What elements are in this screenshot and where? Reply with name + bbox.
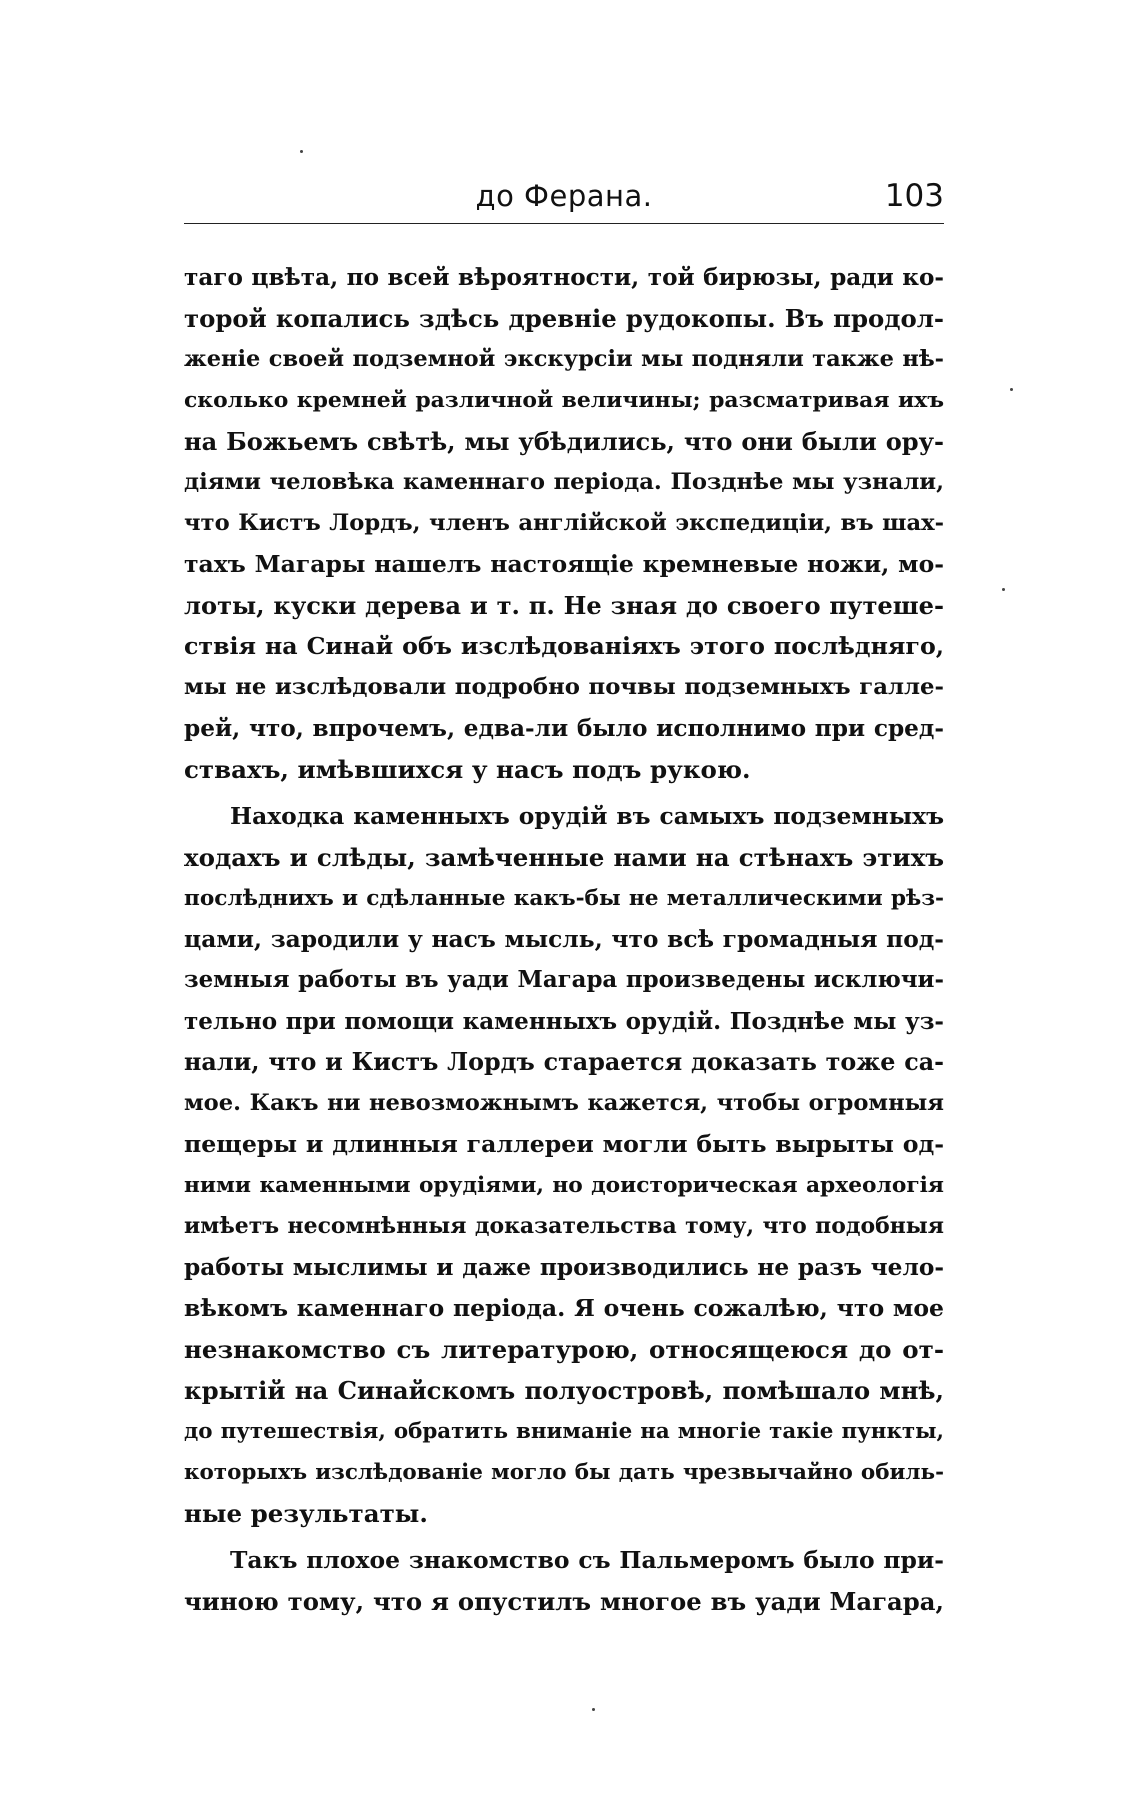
- body-text: [184, 257, 944, 1628]
- text-line: ные результаты.: [184, 1499, 428, 1528]
- text-line: нали, что и Кистъ Лордъ старается доказать тоже са-: [184, 1048, 944, 1076]
- paragraph-3: [184, 1540, 944, 1622]
- text-line: цами, зародили у насъ мысль, что всѣ громадныя под-: [184, 925, 944, 953]
- text-line: діями человѣка каменнаго періода. Позднѣе мы узнали,: [184, 469, 944, 495]
- text-line: до путешествія, обратить вниманіе на многіе такіе пункты,: [184, 1419, 944, 1444]
- text-line: мы не изслѣдовали подробно почвы подземныхъ галле-: [184, 674, 944, 700]
- paragraph-1: [184, 257, 944, 790]
- text-line: ствія на Синай объ изслѣдованіяхъ этого послѣдняго,: [184, 632, 944, 660]
- text-line: земныя работы въ уади Магара произведены исключи-: [184, 967, 944, 993]
- text-line: рей, что, впрочемъ, едва-ли было исполнимо при сред-: [184, 715, 944, 742]
- text-line: крытій на Синайскомъ полуостровѣ, помѣшало мнѣ,: [184, 1376, 944, 1405]
- text-line: ними каменными орудіями, но доисторическая археологія: [184, 1173, 944, 1198]
- text-line: пещеры и длинныя галлереи могли быть вырыты од-: [184, 1130, 944, 1158]
- paper-speck: [300, 150, 303, 153]
- text-line: ствахъ, имѣвшихся у насъ подъ рукою.: [184, 755, 751, 784]
- page-header: [184, 176, 944, 224]
- text-line: ходахъ и слѣды, замѣченные нами на стѣнахъ этихъ: [184, 843, 944, 872]
- text-line: тельно при помощи каменныхъ орудій. Позднѣе мы уз-: [184, 1008, 944, 1035]
- running-title: до Ферана.: [475, 179, 653, 213]
- text-line: что Кистъ Лордъ, членъ англійской экспедиціи, въ шах-: [184, 510, 944, 536]
- text-line: таго цвѣта, по всей вѣроятности, той бирюзы, ради ко-: [184, 264, 944, 291]
- text-line: работы мыслимы и даже производились не разъ чело-: [184, 1254, 944, 1281]
- paper-speck: [592, 1708, 595, 1711]
- text-line: незнакомство съ литературою, относящеюся до от-: [184, 1335, 944, 1364]
- paragraph-2: [184, 796, 944, 1534]
- text-line: на Божьемъ свѣтѣ, мы убѣдились, что они были ору-: [184, 427, 944, 456]
- page-number: 103: [884, 178, 944, 214]
- text-line: Находка каменныхъ орудій въ самыхъ подземныхъ: [230, 802, 944, 830]
- paper-speck: [1010, 388, 1013, 391]
- text-line: имѣетъ несомнѣнныя доказательства тому, что подобныя: [184, 1213, 944, 1239]
- text-line: мое. Какъ ни невозможнымъ кажется, чтобы огромныя: [184, 1090, 944, 1116]
- text-line: чиною тому, что я опустилъ многое въ уади Магара,: [184, 1587, 944, 1616]
- text-line: вѣкомъ каменнаго періода. Я очень сожалѣю, что мое: [184, 1294, 944, 1322]
- text-line: послѣднихъ и сдѣланные какъ-бы не металлическими рѣз-: [184, 886, 944, 911]
- text-line: сколько кремней различной величины; разсматривая ихъ: [184, 387, 944, 413]
- text-line: женіе своей подземной экскурсіи мы подняли также нѣ-: [184, 346, 944, 372]
- text-line: которыхъ изслѣдованіе могло бы дать чрезвычайно обиль-: [184, 1460, 944, 1485]
- text-line: лоты, куски дерева и т. п. Не зная до своего путеше-: [184, 591, 944, 620]
- paper-speck: [1002, 588, 1005, 591]
- text-line: тахъ Магары нашелъ настоящіе кремневые ножи, мо-: [184, 550, 944, 578]
- header-rule: [184, 223, 944, 224]
- text-line: торой копались здѣсь древніе рудокопы. Въ продол-: [184, 304, 944, 333]
- text-line: Такъ плохое знакомство съ Пальмеромъ было при-: [230, 1546, 944, 1574]
